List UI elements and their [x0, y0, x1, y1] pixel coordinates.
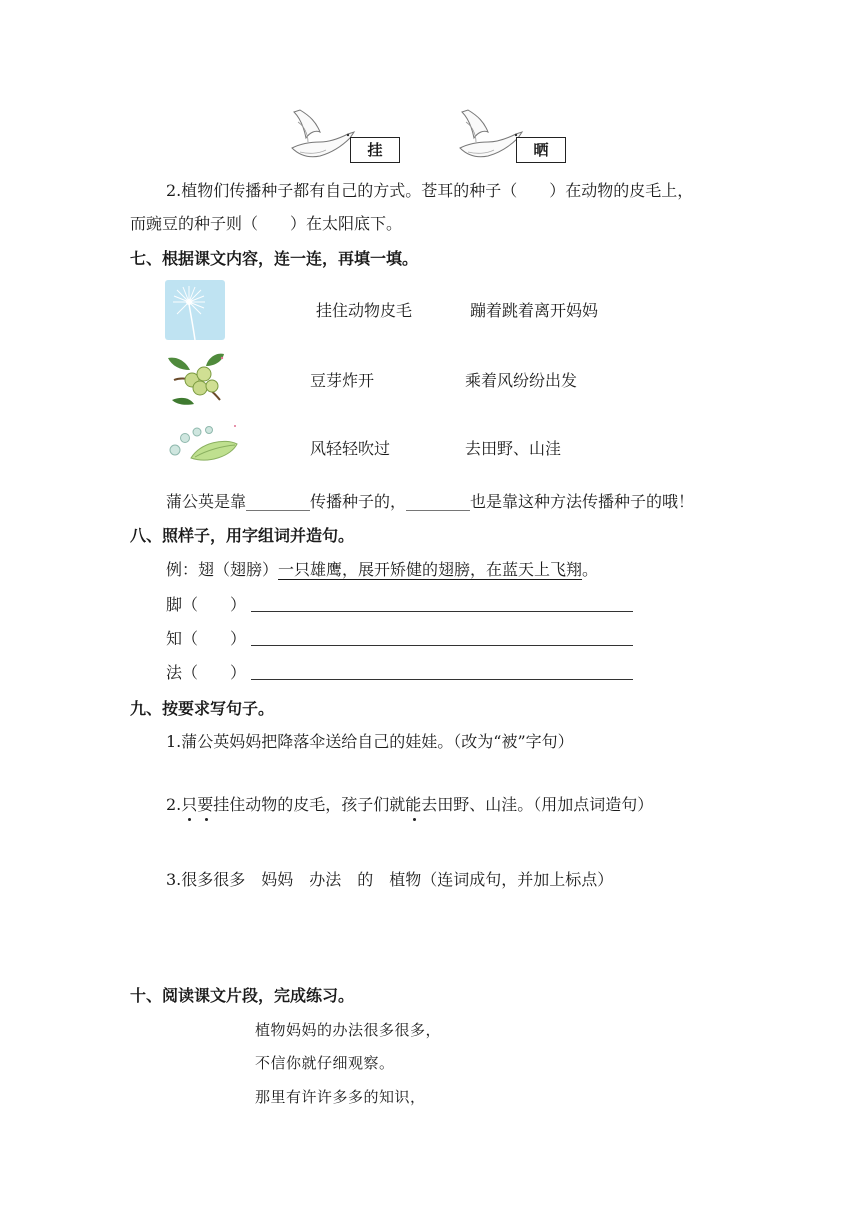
section-title: 七、根据课文内容，连一连，再填一填。: [130, 249, 419, 268]
match-right[interactable]: 蹦着跳着离开妈妈: [470, 301, 599, 320]
answer-line[interactable]: [251, 679, 633, 680]
question-line: 而豌豆的种子则（ ）在太阳底下。: [130, 214, 403, 233]
emphasis-dot: [413, 818, 416, 821]
example-sentence: 一只雄鹰，展开矫健的翅膀，在蓝天上飞翔: [278, 560, 583, 579]
match-right[interactable]: 去田野、山洼: [465, 439, 562, 458]
section-title: 八、照样子，用字组词并造句。: [130, 526, 355, 545]
char-box: 挂: [350, 137, 400, 163]
example-end: 。: [582, 560, 599, 579]
fill-blank[interactable]: ________: [406, 492, 471, 511]
question-item: 3.很多很多 妈妈 办法 的 植物（连词成句，并加上标点）: [166, 870, 614, 889]
word-item: 脚（ ）: [166, 595, 247, 614]
example-line: [166, 559, 598, 581]
section-title: 九、按要求写句子。: [130, 699, 275, 718]
fill-text: 也是靠这种方法传播种子的哦！: [470, 492, 695, 511]
fill-text: 蒲公英是靠: [166, 492, 247, 511]
match-middle[interactable]: 豆芽炸开: [310, 371, 375, 390]
match-middle[interactable]: 挂住动物皮毛: [316, 301, 413, 320]
emphasis-dot: [188, 818, 191, 821]
example-prefix: 例：翅（翅膀）: [166, 560, 279, 579]
answer-line[interactable]: [251, 645, 633, 646]
question-item: 1.蒲公英妈妈把降落伞送给自己的娃娃。（改为“被”字句）: [166, 732, 574, 751]
char-box: 晒: [516, 137, 566, 163]
fill-blank[interactable]: ________: [246, 492, 311, 511]
poem-line: 那里有许许多多的知识，: [255, 1088, 426, 1106]
fill-text: 传播种子的，: [310, 492, 407, 511]
dandelion-image: [165, 280, 225, 340]
poem-line: 植物妈妈的办法很多很多，: [255, 1021, 442, 1039]
answer-line[interactable]: [251, 611, 633, 612]
fill-sentence: [166, 491, 694, 513]
question-item: 2.只要挂住动物的皮毛，孩子们就能去田野、山洼。（用加点词造句）: [166, 795, 654, 814]
match-right[interactable]: 乘着风纷纷出发: [465, 371, 578, 390]
word-item: 法（ ）: [166, 663, 247, 682]
cocklebur-image: [164, 350, 228, 410]
word-item: 知（ ）: [166, 629, 247, 648]
match-middle[interactable]: 风轻轻吹过: [310, 439, 391, 458]
question-line: 2.植物们传播种子都有自己的方式。苍耳的种子（ ）在动物的皮毛上，: [166, 181, 694, 200]
poem-line: 不信你就仔细观察。: [255, 1054, 395, 1072]
pea-image: [165, 422, 239, 466]
emphasis-dot: [205, 818, 208, 821]
section-title: 十、阅读课文片段，完成练习。: [130, 986, 355, 1005]
